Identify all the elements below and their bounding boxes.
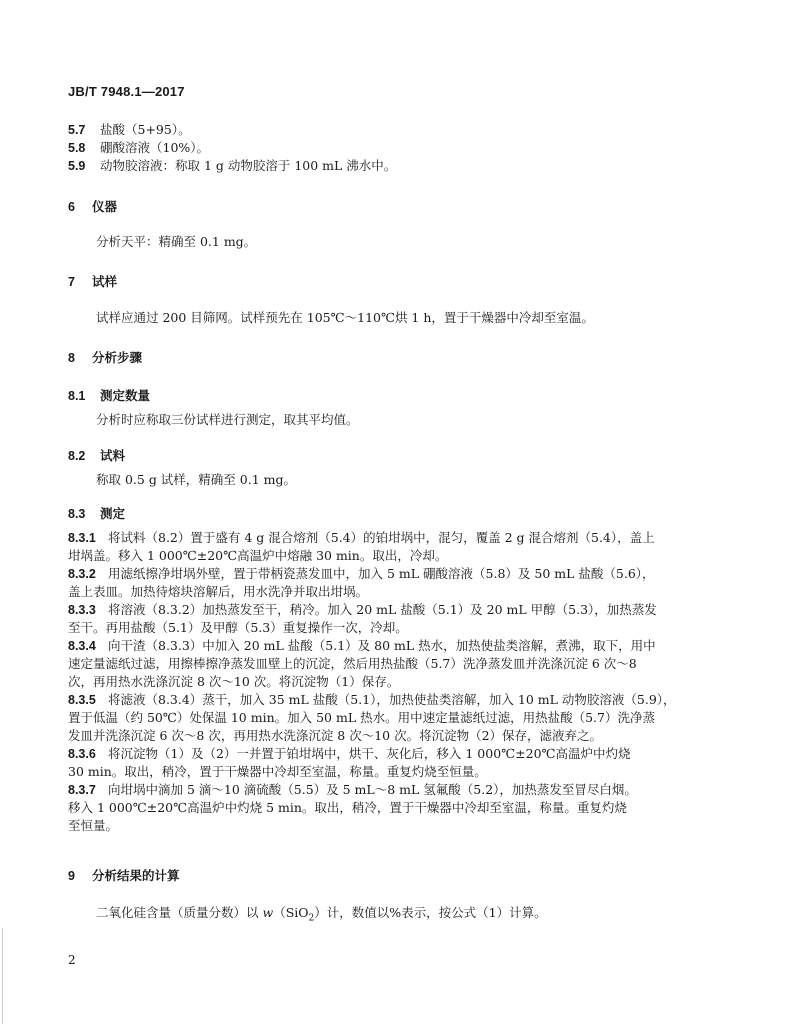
section-title: 试样 xyxy=(92,275,118,289)
section-number: 9 xyxy=(68,869,75,883)
step-line: 坩埚盖。移入 1 000℃±20℃高温炉中熔融 30 min。取出，冷却。 xyxy=(68,548,448,563)
step-line: 向干渣（8.3.3）中加入 20 mL 盐酸（5.1）及 80 mL 热水，加热使盐类溶解，煮沸，取下，用中 xyxy=(108,638,656,653)
section-7-body: 试样应通过 200 目筛网。试样预先在 105℃～110℃烘 1 h，置于干燥器中冷却至室温。 xyxy=(96,310,594,325)
section-title: 分析步骤 xyxy=(92,351,143,365)
section-9-heading xyxy=(68,866,180,884)
section-number: 6 xyxy=(68,200,75,214)
item-number: 5.9 xyxy=(68,159,86,173)
item-5-8 xyxy=(68,140,209,156)
step-line: 发皿并洗涤沉淀 6 次～8 次，再用热水洗涤沉淀 8 次～10 次。将沉淀物（2）保存，滤液弃之。 xyxy=(68,728,603,743)
section-number: 8.1 xyxy=(68,389,86,403)
step-number: 8.3.1 xyxy=(68,531,96,545)
item-text: 硼酸溶液（10%）。 xyxy=(100,140,210,155)
step-line: 盖上表皿。加热待熔块溶解后，用水洗净并取出坩埚。 xyxy=(68,584,369,599)
section-8-heading xyxy=(68,348,142,366)
section-number: 8 xyxy=(68,351,75,365)
section-title: 测定数量 xyxy=(100,389,151,403)
step-line: 将溶液（8.3.2）加热蒸发至干，稍冷。加入 20 mL 盐酸（5.1）及 20 mL 甲醇（5.3），加热蒸发 xyxy=(108,602,657,617)
document-id-header: JB/T 7948.1—2017 xyxy=(68,84,185,99)
section-6-body: 分析天平：精确至 0.1 mg。 xyxy=(96,234,257,249)
section-number: 8.3 xyxy=(68,507,86,521)
item-text: 动物胶溶液：称取 1 g 动物胶溶于 100 mL 沸水中。 xyxy=(100,158,397,173)
step-8-3-3 xyxy=(68,602,657,618)
section-title: 分析结果的计算 xyxy=(92,869,180,883)
section-8-3-heading xyxy=(68,504,125,522)
item-5-7 xyxy=(68,122,191,138)
step-8-3-7 xyxy=(68,782,637,798)
section-title: 试料 xyxy=(100,449,126,463)
step-line: 置于低温（约 50℃）处保温 10 min。加入 50 mL 热水。用中速定量滤纸过滤，用热盐酸（5.7）洗净蒸 xyxy=(68,710,655,725)
section-6-heading xyxy=(68,197,117,215)
step-number: 8.3.7 xyxy=(68,783,96,797)
item-5-9 xyxy=(68,158,396,174)
step-line: 至干。再用盐酸（5.1）及甲醇（5.3）重复操作一次，冷却。 xyxy=(68,620,408,635)
item-number: 5.7 xyxy=(68,123,86,137)
section-number: 8.2 xyxy=(68,449,86,463)
body-text: ）计，数值以%表示，按公式（1）计算。 xyxy=(314,905,547,920)
step-number: 8.3.4 xyxy=(68,639,96,653)
formula-species: （SiO xyxy=(273,905,309,920)
section-8-1-heading xyxy=(68,386,150,404)
step-8-3-6 xyxy=(68,746,631,762)
step-8-3-1 xyxy=(68,530,655,546)
formula-subscript: 2 xyxy=(308,913,315,924)
step-line: 至恒量。 xyxy=(68,818,119,833)
step-line: 将沉淀物（1）及（2）一并置于铂坩埚中，烘干、灰化后，移入 1 000℃±20℃高温炉中灼烧 xyxy=(108,746,631,761)
formula-variable: w xyxy=(262,905,274,920)
step-8-3-2 xyxy=(68,566,655,582)
body-text: 二氧化硅含量（质量分数）以 xyxy=(96,905,263,920)
step-line: 用滤纸擦净坩埚外壁，置于带柄瓷蒸发皿中，加入 5 mL 硼酸溶液（5.8）及 50 mL 盐酸（5.6）， xyxy=(108,566,655,581)
section-7-heading xyxy=(68,272,117,290)
page-number: 2 xyxy=(68,953,76,967)
item-number: 5.8 xyxy=(68,141,86,155)
step-line: 速定量滤纸过滤，用擦棒擦净蒸发皿壁上的沉淀，然后用热盐酸（5.7）洗净蒸发皿并洗涤沉淀 6 次～8 xyxy=(68,656,637,671)
section-number: 7 xyxy=(68,275,75,289)
step-number: 8.3.3 xyxy=(68,603,96,617)
item-text: 盐酸（5+95）。 xyxy=(100,122,191,137)
scan-edge-divider xyxy=(2,928,3,1024)
step-line: 30 min。取出，稍冷，置于干燥器中冷却至室温，称量。重复灼烧至恒量。 xyxy=(68,764,487,779)
step-number: 8.3.5 xyxy=(68,693,96,707)
section-8-2-body: 称取 0.5 g 试样，精确至 0.1 mg。 xyxy=(96,472,296,487)
section-8-2-heading xyxy=(68,446,125,464)
step-line: 移入 1 000℃±20℃高温炉中灼烧 5 min。取出，稍冷，置于干燥器中冷却至室温，称量。重复灼烧 xyxy=(68,800,627,815)
step-line: 将滤液（8.3.4）蒸干，加入 35 mL 盐酸（5.1），加热使盐类溶解，加入 10 mL 动物胶溶液（5.9）， xyxy=(108,692,676,707)
step-number: 8.3.2 xyxy=(68,567,96,581)
step-number: 8.3.6 xyxy=(68,747,96,761)
section-title: 仪器 xyxy=(92,200,118,214)
step-8-3-4 xyxy=(68,638,656,654)
step-line: 将试料（8.2）置于盛有 4 g 混合熔剂（5.4）的铂坩埚中，混匀，覆盖 2 g 混合熔剂（5.4），盖上 xyxy=(108,530,655,545)
section-title: 测定 xyxy=(100,507,126,521)
step-line: 次，再用热水洗涤沉淀 8 次～10 次。将沉淀物（1）保存。 xyxy=(68,674,400,689)
step-8-3-5 xyxy=(68,692,676,708)
step-line: 向坩埚中滴加 5 滴～10 滴硫酸（5.5）及 5 mL～8 mL 氢氟酸（5.2），加热蒸发至冒尽白烟。 xyxy=(108,782,637,797)
section-8-1-body: 分析时应称取三份试样进行测定，取其平均值。 xyxy=(96,412,359,427)
section-9-body xyxy=(96,905,547,927)
